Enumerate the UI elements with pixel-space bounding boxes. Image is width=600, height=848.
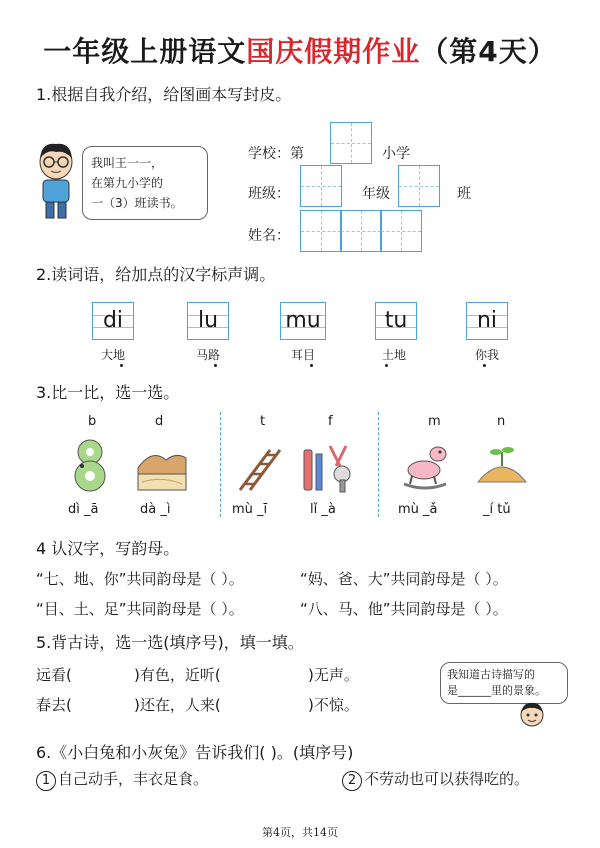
emphasis-dot — [120, 364, 123, 367]
bubble-line: 我叫王一一， — [91, 156, 164, 170]
q1-speech-bubble — [82, 146, 208, 220]
letter-label: f — [328, 414, 333, 429]
school-suffix: 小学 — [382, 146, 410, 162]
section-divider — [220, 412, 221, 517]
name-grid-box[interactable] — [380, 210, 422, 252]
q6-option-1 — [36, 768, 208, 791]
pinyin-word: 土地 — [381, 348, 406, 362]
poem-fragment: 远看( — [36, 666, 72, 684]
page-title — [0, 30, 600, 70]
emphasis-dot — [310, 364, 313, 367]
q4-heading: 4 认汉字，写韵母。 — [36, 539, 180, 558]
pinyin-word: 马路 — [195, 348, 220, 362]
pinyin-text: mu — [285, 308, 321, 333]
poem-fragment: 春去( — [36, 696, 72, 714]
q3-answer[interactable]: mù _ǎ — [398, 502, 438, 517]
land-icon — [136, 444, 188, 492]
q3-answer[interactable]: mù _ī — [232, 502, 268, 517]
q3-answer[interactable]: _í tǔ — [483, 502, 511, 517]
letter-label: m — [428, 414, 441, 429]
poem-fragment[interactable]: )有色，近听( — [134, 666, 221, 684]
grade-grid-box[interactable] — [300, 165, 342, 207]
page-footer: 第4页，共14页 — [262, 826, 338, 839]
q6-option-2 — [342, 768, 529, 791]
option-number: 1 — [36, 771, 56, 791]
kid-face-icon — [518, 700, 546, 730]
pinyin-box[interactable] — [280, 302, 326, 340]
poem-fragment[interactable]: )无声。 — [308, 666, 359, 684]
q3-answer[interactable]: lǐ _à — [310, 502, 336, 517]
poem-fragment[interactable]: )不惊。 — [308, 696, 359, 714]
poem-fragment[interactable]: )还在，人来( — [134, 696, 221, 714]
class-label: 班级： — [248, 186, 290, 202]
q5-heading: 5.背古诗，选一选(填序号)，填一填。 — [36, 633, 304, 652]
bubble-line: 在第九小学的 — [91, 176, 164, 190]
school-grid-box[interactable] — [330, 122, 372, 164]
pinyin-box[interactable] — [187, 302, 229, 340]
sprout-icon — [474, 442, 530, 486]
option-number: 2 — [342, 771, 362, 791]
title-red: 国庆假期作业 — [246, 35, 421, 68]
letter-label: n — [497, 414, 506, 429]
name-label: 姓名： — [248, 228, 290, 244]
hair-tools-icon — [300, 440, 356, 494]
pinyin-box[interactable] — [466, 302, 508, 340]
school-label: 学校：第 — [248, 146, 304, 162]
ladder-icon — [234, 446, 284, 492]
name-grid-box[interactable] — [300, 210, 342, 252]
title-tail: （第4天） — [420, 35, 557, 68]
letter-label: b — [88, 414, 97, 429]
q3-heading: 3.比一比，选一选。 — [36, 383, 180, 402]
q4-line[interactable]: “七、地、你”共同韵母是（ ）。 — [36, 570, 244, 588]
pinyin-text: lu — [197, 308, 219, 333]
q4-line[interactable]: “妈、爸、大”共同韵母是（ ）。 — [300, 570, 508, 588]
pinyin-text: ni — [476, 308, 498, 333]
number-eight-icon — [70, 436, 110, 494]
bubble-line: 一（3）班读书。 — [91, 196, 183, 210]
emphasis-dot — [483, 364, 486, 367]
emphasis-dot — [385, 364, 388, 367]
bubble-line: 是______里的景象。 — [447, 684, 546, 697]
class-grid-box[interactable] — [398, 165, 440, 207]
bubble-line: 我知道古诗描写的 — [447, 668, 535, 681]
option-text: 自己动手，丰衣足食。 — [58, 770, 209, 788]
q3-answer[interactable]: dì _ā — [68, 502, 99, 517]
q3-answer[interactable]: dà _ì — [140, 502, 171, 517]
pinyin-box[interactable] — [92, 302, 134, 340]
q2-heading: 2.读词语，给加点的汉字标声调。 — [36, 265, 276, 284]
boy-illustration — [34, 140, 78, 224]
pinyin-box[interactable] — [375, 302, 417, 340]
section-divider — [378, 412, 379, 517]
option-text: 不劳动也可以获得吃的。 — [364, 770, 530, 788]
q4-line[interactable]: “目、土、足”共同韵母是（ ）。 — [36, 600, 244, 618]
pinyin-word: 你我 — [474, 348, 499, 362]
pinyin-text: di — [102, 308, 124, 333]
name-grid-box[interactable] — [340, 210, 382, 252]
pinyin-word: 大地 — [100, 348, 125, 362]
rocking-horse-icon — [398, 438, 452, 490]
letter-label: d — [155, 414, 164, 429]
title-black: 一年级上册语文 — [43, 35, 247, 68]
letter-label: t — [260, 414, 266, 429]
class-suffix: 班 — [457, 186, 471, 202]
q1-heading: 1.根据自我介绍，给图画本写封皮。 — [36, 85, 292, 104]
pinyin-word: 耳目 — [290, 348, 315, 362]
q5-speech-bubble — [440, 662, 568, 704]
pinyin-text: tu — [384, 308, 408, 333]
grade-label: 年级 — [362, 186, 390, 202]
emphasis-dot — [214, 364, 217, 367]
q6-heading[interactable]: 6.《小白兔和小灰兔》告诉我们( )。(填序号) — [36, 743, 354, 762]
q4-line[interactable]: “八、马、他”共同韵母是（ ）。 — [300, 600, 508, 618]
